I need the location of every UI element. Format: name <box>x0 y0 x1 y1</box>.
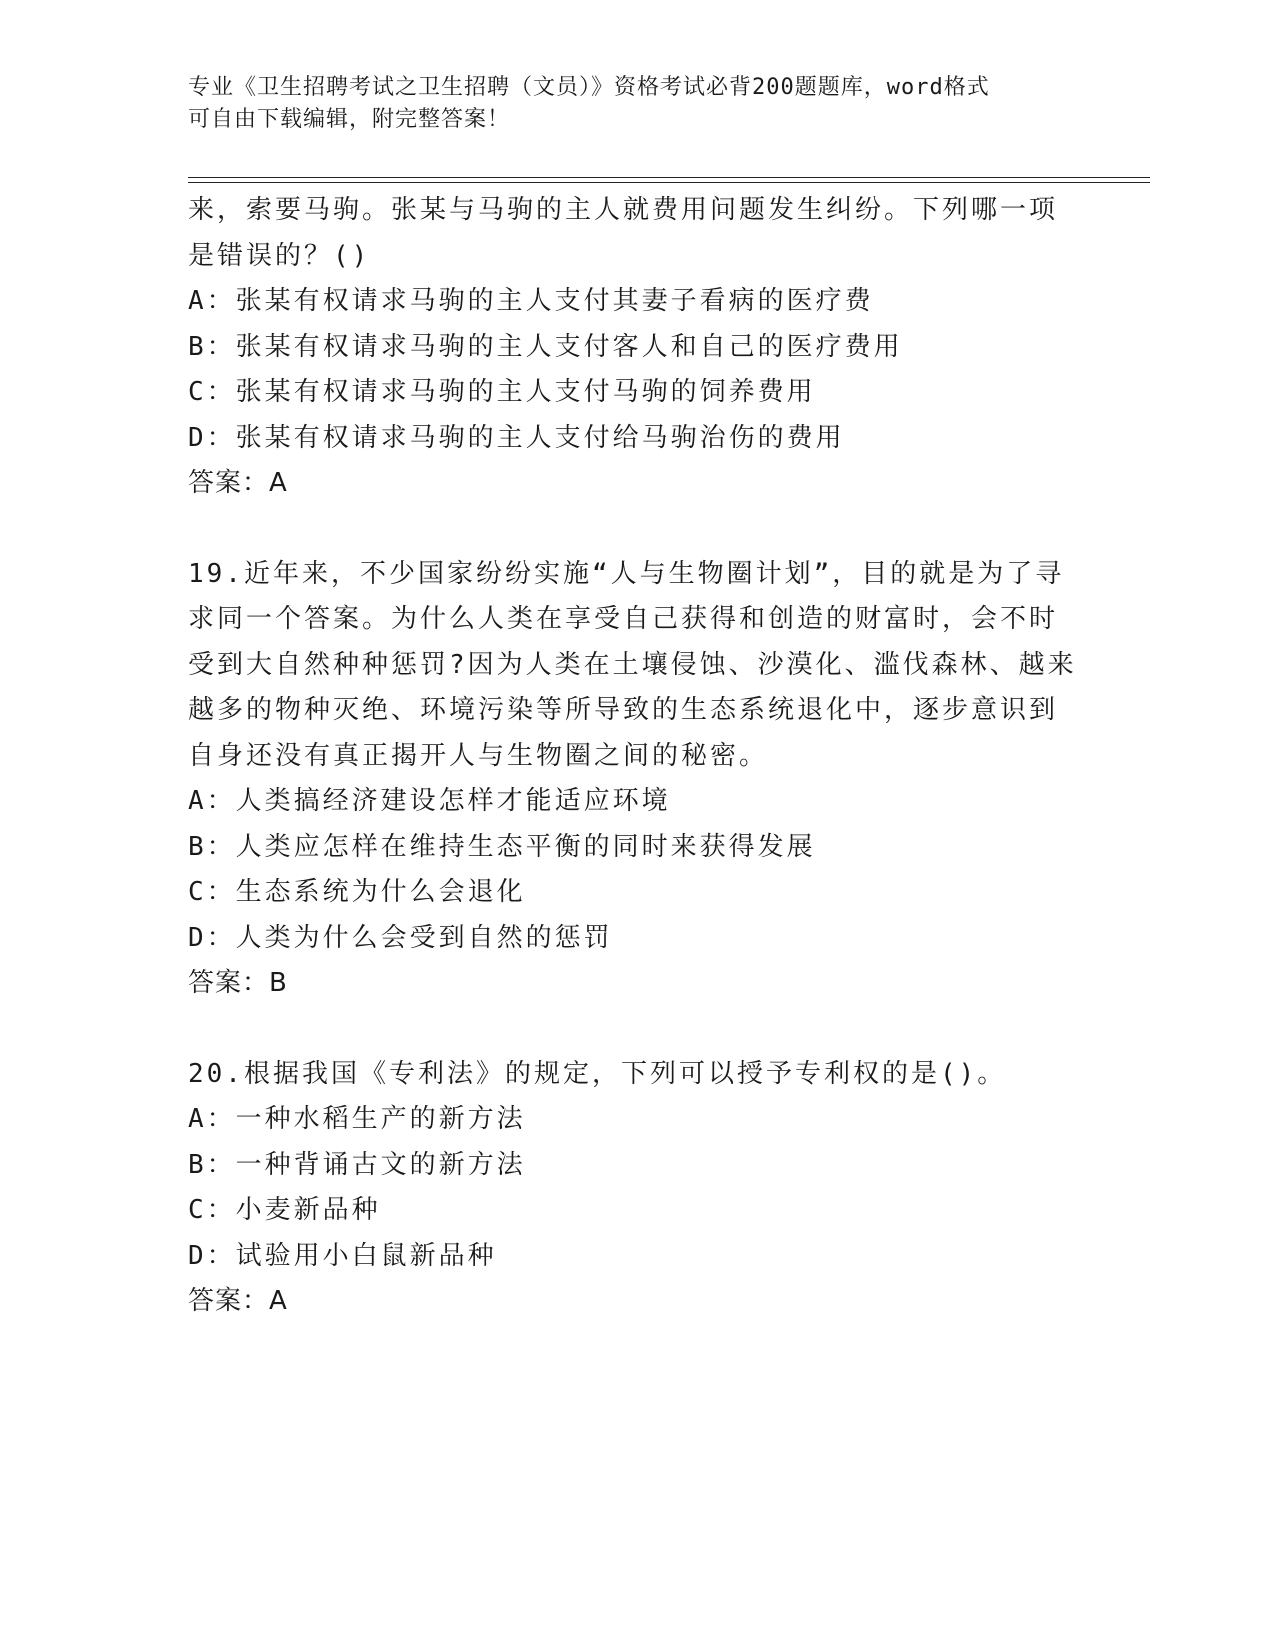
question-20 <box>188 1052 1088 1325</box>
question-stem-line: 是错误的？() <box>188 240 371 271</box>
question-stem-line: 自身还没有真正揭开人与生物圈之间的秘密。 <box>188 740 769 771</box>
option-b: B：张某有权请求马驹的主人支付客人和自己的医疗费用 <box>188 331 903 362</box>
header-title-line-2: 可自由下载编辑，附完整答案！ <box>188 107 511 132</box>
question-stem-line: 受到大自然种种惩罚?因为人类在土壤侵蚀、沙漠化、滥伐森林、越来 <box>188 649 1077 680</box>
option-c: C：小麦新品种 <box>188 1195 381 1225</box>
option-d: D：张某有权请求马驹的主人支付给马驹治伤的费用 <box>188 422 845 453</box>
spacer <box>188 1007 1088 1052</box>
question-stem-line: 越多的物种灭绝、环境污染等所导致的生态系统退化中，逐步意识到 <box>188 695 1059 725</box>
answer-line: 答案：A <box>188 468 288 498</box>
spacer <box>188 507 1088 552</box>
question-stem-line: 来，索要马驹。张某与马驹的主人就费用问题发生纠纷。下列哪一项 <box>188 195 1059 225</box>
option-d: D：试验用小白鼠新品种 <box>188 1240 497 1271</box>
option-c: C：生态系统为什么会退化 <box>188 877 526 907</box>
header-divider-top <box>188 177 1150 178</box>
option-a: A：一种水稻生产的新方法 <box>188 1104 526 1134</box>
option-b: B：人类应怎样在维持生态平衡的同时来获得发展 <box>188 831 816 862</box>
answer-line: 答案：B <box>188 968 288 998</box>
document-body <box>188 188 1088 1325</box>
question-stem-line: 19.近年来，不少国家纷纷实施“人与生物圈计划”，目的就是为了寻 <box>188 558 1065 589</box>
option-d: D：人类为什么会受到自然的惩罚 <box>188 922 613 953</box>
page-header <box>188 72 1068 136</box>
header-divider-bottom <box>188 182 1150 183</box>
answer-line: 答案：A <box>188 1286 288 1316</box>
question-19 <box>188 552 1088 1007</box>
option-a: A：张某有权请求马驹的主人支付其妻子看病的医疗费 <box>188 286 874 316</box>
option-a: A：人类搞经济建设怎样才能适应环境 <box>188 786 671 816</box>
option-b: B：一种背诵古文的新方法 <box>188 1149 526 1180</box>
option-c: C：张某有权请求马驹的主人支付马驹的饲养费用 <box>188 377 816 407</box>
question-stem-line: 20.根据我国《专利法》的规定，下列可以授予专利权的是()。 <box>188 1058 1007 1089</box>
header-title-line-1: 专业《卫生招聘考试之卫生招聘（文员）》资格考试必背200题题库，word格式 <box>188 75 990 100</box>
question-stem-line: 求同一个答案。为什么人类在享受自己获得和创造的财富时，会不时 <box>188 604 1059 634</box>
question-18 <box>188 188 1088 507</box>
